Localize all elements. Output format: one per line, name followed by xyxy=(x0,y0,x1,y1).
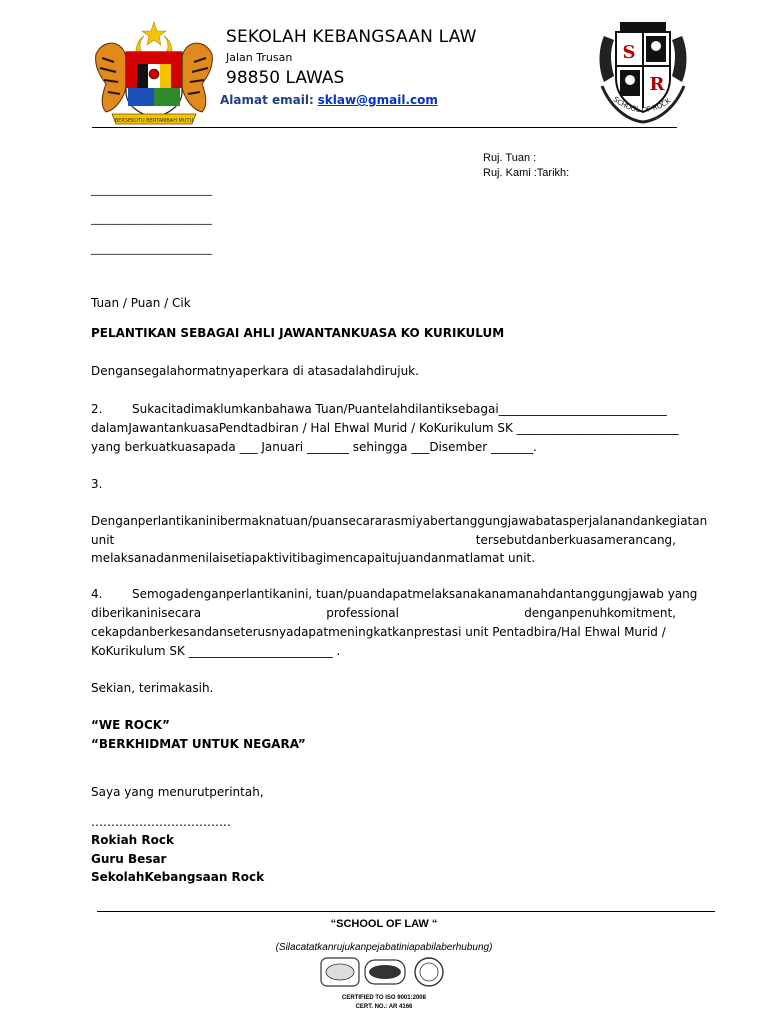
motto-we-rock: “WE ROCK” xyxy=(91,718,170,732)
address-line: ______________________ xyxy=(91,212,212,225)
p3-line3: melaksanadanmenilaisetiapaktivitibagimencapaitujuandanmatlamat unit. xyxy=(91,551,536,565)
cert-iso-line: CERTIFIED TO ISO 9001:2008 xyxy=(342,995,426,1001)
p3-line2-right: tersebutdanberkuasamerancang, xyxy=(475,533,676,547)
email-line xyxy=(220,93,438,107)
svg-text:BERSEKUTU BERTAMBAH MUTU: BERSEKUTU BERTAMBAH MUTU xyxy=(114,118,194,124)
cert-number: CERT. NO.: AR 4166 xyxy=(355,1004,413,1010)
p4-line2 xyxy=(91,606,676,620)
footer-subtitle: (Silacatatkanrujukanpejabatiniapabilaberhubung) xyxy=(275,942,493,953)
intro-paragraph: Dengansegalahormatnyaperkara di atasadalahdirujuk. xyxy=(91,364,419,378)
signer-name: Rokiah Rock xyxy=(91,833,174,847)
header-divider xyxy=(92,127,677,128)
email-label: Alamat email: xyxy=(220,93,314,107)
salutation: Tuan / Puan / Cik xyxy=(91,296,191,310)
signer-school: SekolahKebangsaan Rock xyxy=(91,870,265,884)
sign-off: Saya yang menurutperintah, xyxy=(91,785,264,799)
p4-line2-b: professional xyxy=(326,606,399,620)
crest-text: SCHOOL OF ROCK xyxy=(611,95,673,115)
p4-number: 4. xyxy=(91,587,103,601)
p3-line1: Denganperlantikaninibermaknatuan/puansecararasmiyabertanggungjawabatasperjalanandankegiatan xyxy=(91,514,708,528)
footer-title: “SCHOOL OF LAW “ xyxy=(330,918,438,930)
p4-line2-a: diberikaninisecara xyxy=(91,606,202,620)
p3-line2-left: unit xyxy=(91,533,115,547)
school-postcode-city: 98850 LAWAS xyxy=(226,68,345,88)
school-of-rock-crest-icon xyxy=(596,16,690,124)
email-link[interactable]: sklaw@gmail.com xyxy=(317,93,438,107)
ruj-kami-tarikh: Ruj. Kami :Tarikh: xyxy=(483,167,570,179)
p3-line2 xyxy=(91,533,676,547)
cert-logos-icon xyxy=(317,954,451,992)
p4-line4: KoKurikulum SK ________________________ . xyxy=(91,644,341,658)
signature-dots: …………………………….. xyxy=(91,815,231,829)
address-line: ______________________ xyxy=(91,242,212,255)
closing: Sekian, terimakasih. xyxy=(91,681,214,695)
address-line: ______________________ xyxy=(91,183,212,196)
p4-line2-c: denganpenuhkomitment, xyxy=(524,606,676,620)
p2-line1: Sukacitadimaklumkanbahawa Tuan/Puantelahdilantiksebagai____________________________ xyxy=(132,402,667,416)
p2-line3: yang berkuatkuasapada ___ Januari _______ sehingga ___Disember _______. xyxy=(91,440,537,454)
malaysia-coat-of-arms-icon xyxy=(88,14,220,130)
svg-text:S: S xyxy=(622,42,636,63)
footer-divider xyxy=(97,911,715,912)
ruj-tuan: Ruj. Tuan : xyxy=(483,152,537,164)
svg-text:R: R xyxy=(649,74,665,95)
p3-number: 3. xyxy=(91,477,103,491)
p2-number: 2. xyxy=(91,402,103,416)
motto-berkhidmat: “BERKHIDMAT UNTUK NEGARA” xyxy=(91,737,306,751)
signer-title: Guru Besar xyxy=(91,852,167,866)
school-name: SEKOLAH KEBANGSAAN LAW xyxy=(226,27,477,47)
p4-line1: Semogadenganperlantikanini, tuan/puandapatmelaksanakanamanahdantanggungjawab yang xyxy=(132,587,698,601)
school-street: Jalan Trusan xyxy=(226,51,293,64)
p2-line2: dalamJawantankuasaPendtadbiran / Hal Ehwal Murid / KoKurikulum SK ___________________________ xyxy=(91,421,679,435)
p4-line3: cekapdanberkesandanseterusnyadapatmeningkatkanprestasi unit Pentadbira/Hal Ehwal Murid / xyxy=(91,625,666,639)
letter-subject: PELANTIKAN SEBAGAI AHLI JAWANTANKUASA KO KURIKULUM xyxy=(91,326,505,340)
